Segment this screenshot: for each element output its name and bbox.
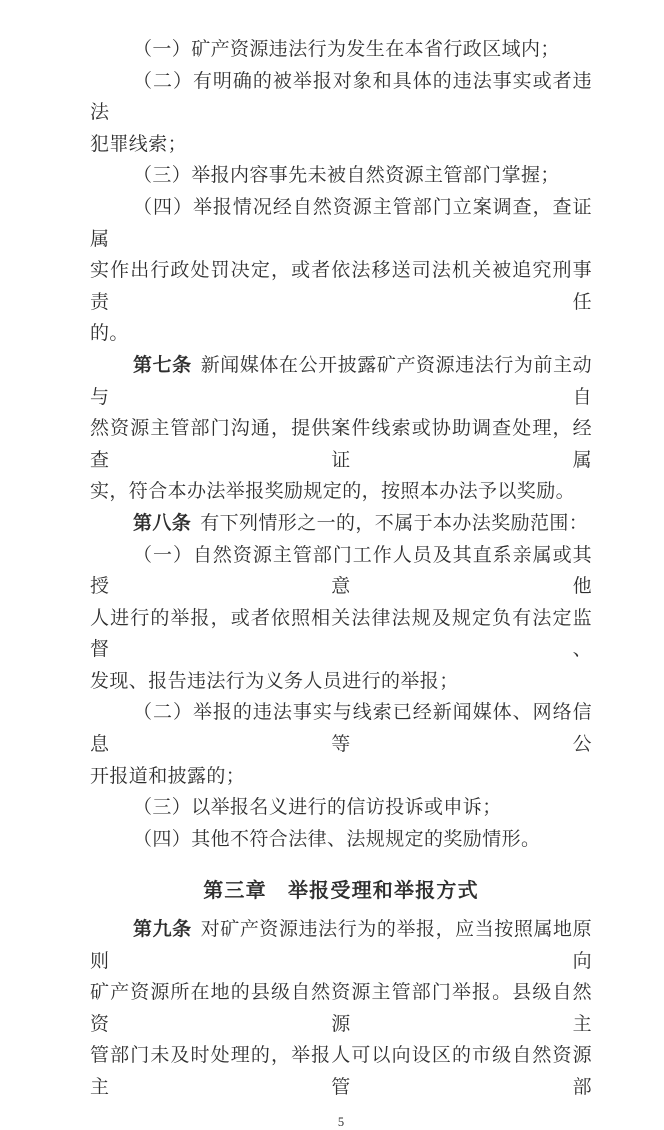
text-line: 实作出行政处罚决定，或者依法移送司法机关被追究刑事责任	[90, 260, 592, 313]
text-line: 犯罪线索；	[90, 133, 188, 155]
article-number: 第九条	[133, 919, 192, 941]
text-line: 管部门未及时处理的，举报人可以向设区的市级自然资源主管部	[90, 1045, 592, 1098]
text-line: （二）有明确的被举报对象和具体的违法事实或者违法	[90, 70, 592, 124]
text-line: （一）自然资源主管部门工作人员及其直系亲属或其授意他	[90, 544, 592, 598]
text-line: （三）以举报名义进行的信访投诉或申诉；	[133, 797, 502, 819]
text-line: （三）举报内容事先未被自然资源主管部门掌握；	[133, 165, 560, 187]
text-line: 矿产资源所在地的县级自然资源主管部门举报。县级自然资源主	[90, 982, 592, 1035]
text-line: 发现、报告违法行为义务人员进行的举报；	[90, 670, 459, 692]
chapter-heading: 第三章 举报受理和举报方式	[203, 880, 479, 903]
text-line: 的。	[90, 323, 129, 345]
text-line: 实，符合本办法举报奖励规定的，按照本办法予以奖励。	[90, 481, 576, 503]
article-number: 第七条	[133, 354, 192, 376]
text-line: 第八条 有下列情形之一的，不属于本办法奖励范围：	[133, 512, 589, 534]
text-line: （四）其他不符合法律、法规规定的奖励情形。	[133, 828, 541, 850]
text-line: 第九条 对矿产资源违法行为的举报，应当按照属地原则向	[90, 919, 592, 972]
page-number: 5	[337, 1114, 345, 1129]
text-line: 第七条 新闻媒体在公开披露矿产资源违法行为前主动与自	[90, 354, 592, 408]
document-body	[90, 34, 592, 1104]
text-line: （二）举报的违法事实与线索已经新闻媒体、网络信息等公	[90, 702, 592, 756]
article-number: 第八条	[133, 512, 192, 534]
text-line: 开报道和披露的；	[90, 765, 246, 787]
text-line: （四）举报情况经自然资源主管部门立案调查，查证属	[90, 196, 592, 250]
text-line: 然资源主管部门沟通，提供案件线索或协助调查处理，经查证属	[90, 418, 592, 471]
text-line: （一）矿产资源违法行为发生在本省行政区域内；	[133, 39, 560, 60]
text-line: 人进行的举报，或者依照相关法律法规及规定负有法定监督、	[90, 607, 592, 661]
